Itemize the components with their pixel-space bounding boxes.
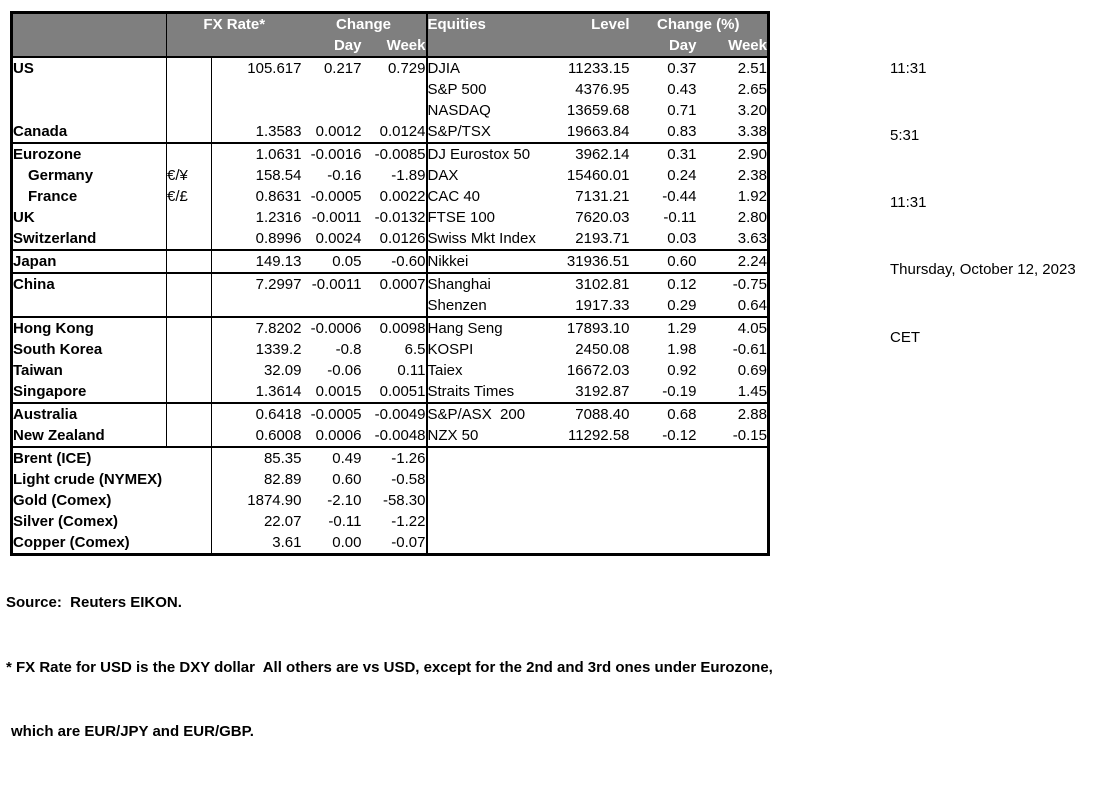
fx-rate-value: 0.6418 xyxy=(212,403,302,425)
fx-country-label: US xyxy=(12,57,167,79)
fx-country-label: Australia xyxy=(12,403,167,425)
fx-week-change: 0.0126 xyxy=(362,228,427,250)
equity-week-change: 3.20 xyxy=(737,102,767,119)
equity-week-change: 2.90 xyxy=(697,143,769,165)
equity-level: 13659.68 xyxy=(566,102,630,119)
fx-rate-value: 149.13 xyxy=(212,250,302,273)
fx-pair-label: €/¥ xyxy=(167,165,212,186)
equity-level: 4376.95 xyxy=(575,81,630,98)
equity-day-change: 0.37 xyxy=(667,60,697,77)
fx-pair-label xyxy=(167,339,212,360)
time-line-1: 11:31 xyxy=(890,59,927,77)
fx-country-label: China xyxy=(12,273,167,295)
fx-rate-value: 85.35 xyxy=(212,447,302,469)
fx-country-label: South Korea xyxy=(12,339,167,360)
fx-pair-label xyxy=(167,273,212,295)
equity-week-change: 3.38 xyxy=(737,123,767,140)
fx-week-change: 0.729 xyxy=(362,57,427,79)
fx-day-change: 0.49 xyxy=(302,447,362,469)
table-row xyxy=(12,381,769,403)
table-header xyxy=(12,13,769,58)
equity-day-change: 0.71 xyxy=(667,102,697,119)
header-corner-cell xyxy=(12,13,167,36)
fx-day-change xyxy=(302,100,362,121)
equity-level: 31936.51 xyxy=(547,250,630,273)
fx-pair-label: €/£ xyxy=(167,186,212,207)
equity-name: Shanghai xyxy=(427,273,547,295)
fx-pair-label xyxy=(167,250,212,273)
equity-level: 7620.03 xyxy=(575,209,630,226)
equity-level: 2450.08 xyxy=(575,341,630,358)
fx-country-label: Taiwan xyxy=(12,360,167,381)
fx-day-change xyxy=(302,295,362,317)
fx-pair-label xyxy=(167,143,212,165)
fx-week-change xyxy=(362,100,427,121)
header-corner-cell-2 xyxy=(12,35,167,57)
equity-name: Nikkei xyxy=(427,250,547,273)
fx-rate-value xyxy=(212,295,302,317)
fx-rate-value: 82.89 xyxy=(263,471,302,488)
equities-empty-area xyxy=(427,447,769,555)
commodity-label: Brent (ICE) xyxy=(12,447,212,469)
table-row xyxy=(12,295,769,317)
table-row xyxy=(12,143,769,165)
commodity-label: Silver (Comex) xyxy=(12,511,212,532)
equity-day-change: 0.60 xyxy=(630,250,697,273)
fx-country-label xyxy=(12,100,167,121)
fx-day-change: -0.11 xyxy=(328,513,362,530)
equity-level: 17893.10 xyxy=(547,317,630,339)
fx-week-change xyxy=(362,295,427,317)
fx-day-change: -0.8 xyxy=(335,341,362,358)
equity-week-change: 2.88 xyxy=(697,403,769,425)
header-level: Level xyxy=(547,13,630,36)
equity-name: DJ Eurostox 50 xyxy=(427,143,547,165)
equity-name: S&P 500 xyxy=(427,81,487,98)
fx-rate-value: 3.61 xyxy=(272,534,302,551)
fx-week-change: 0.0051 xyxy=(362,381,427,403)
header-equities: Equities xyxy=(427,13,547,36)
table-row xyxy=(12,165,769,186)
fx-rate-value: 1.0631 xyxy=(212,143,302,165)
fx-pair-label xyxy=(167,100,212,121)
header-blank-level xyxy=(547,35,630,57)
commodity-label: Gold (Comex) xyxy=(12,490,212,511)
equity-level: 3102.81 xyxy=(547,273,630,295)
fx-week-change: -0.07 xyxy=(362,532,427,555)
fx-country-label: France xyxy=(12,186,167,207)
equity-day-change: 0.92 xyxy=(667,362,697,379)
header-equity-week: Week xyxy=(697,35,769,57)
table-row xyxy=(12,186,769,207)
equity-day-change: -0.44 xyxy=(662,188,697,205)
fx-rate-value: 0.8631 xyxy=(255,188,302,205)
equity-name: NASDAQ xyxy=(427,102,491,119)
header-row-2 xyxy=(12,35,769,57)
equity-day-change: -0.19 xyxy=(662,383,697,400)
fx-rate-value: 1874.90 xyxy=(247,492,302,509)
fx-pair-label xyxy=(167,317,212,339)
fx-day-change: -0.0016 xyxy=(302,143,362,165)
equity-day-change: 0.03 xyxy=(667,230,697,247)
equity-name: DJIA xyxy=(427,60,461,77)
equity-week-change: -0.15 xyxy=(732,427,767,444)
table-row xyxy=(12,425,769,447)
fx-pair-label xyxy=(167,360,212,381)
fx-footnote-line-1: * FX Rate for USD is the DXY dollar All others are vs USD, except for the 2nd and 3rd ones under Eurozone, xyxy=(6,658,773,676)
fx-day-change: 0.217 xyxy=(323,60,362,77)
equity-week-change: 2.38 xyxy=(737,167,767,184)
fx-day-change xyxy=(302,79,362,100)
equity-level: 3962.14 xyxy=(547,143,630,165)
timezone-line: CET xyxy=(890,328,920,346)
fx-rate-value: 7.2997 xyxy=(212,273,302,295)
equity-week-change: -0.61 xyxy=(732,341,767,358)
equity-name: Hang Seng xyxy=(427,317,547,339)
equity-level: 15460.01 xyxy=(566,167,630,184)
date-line: Thursday, October 12, 2023 xyxy=(890,261,1076,279)
fx-week-change xyxy=(362,79,427,100)
fx-rate-value: 1.3614 xyxy=(255,383,302,400)
equity-name: S&P/TSX xyxy=(427,123,491,140)
table-row xyxy=(12,273,769,295)
equity-name: CAC 40 xyxy=(427,188,481,205)
header-fx-day: Day xyxy=(302,35,362,57)
fx-country-label: UK xyxy=(12,207,167,228)
equity-name: Straits Times xyxy=(427,383,515,400)
equity-week-change: -0.75 xyxy=(697,273,769,295)
fx-rate-value: 1339.2 xyxy=(255,341,302,358)
equity-level: 16672.03 xyxy=(566,362,630,379)
fx-pair-label xyxy=(167,79,212,100)
fx-week-change: 0.0124 xyxy=(362,121,427,143)
fx-rate-value: 1.2316 xyxy=(255,209,302,226)
equity-week-change: 0.64 xyxy=(737,297,767,314)
equity-week-change: 0.69 xyxy=(737,362,767,379)
table-row xyxy=(12,250,769,273)
fx-rate-value: 1.3583 xyxy=(255,123,302,140)
fx-day-change: 0.0006 xyxy=(315,427,362,444)
equity-name: Taiex xyxy=(427,362,463,379)
equity-day-change: 0.31 xyxy=(630,143,697,165)
fx-country-label: Switzerland xyxy=(12,228,167,250)
fx-week-change: -0.0049 xyxy=(362,403,427,425)
time-line-3: 11:31 xyxy=(890,194,927,212)
fx-rate-value: 158.54 xyxy=(255,167,302,184)
equity-name: Shenzen xyxy=(427,297,487,314)
header-fx-rate: FX Rate* xyxy=(167,13,302,36)
header-row-1 xyxy=(12,13,769,36)
fx-day-change: -0.0011 xyxy=(311,209,362,226)
fx-day-change: 0.05 xyxy=(302,250,362,273)
fx-rate-value: 32.09 xyxy=(263,362,302,379)
commodity-label: Copper (Comex) xyxy=(12,532,212,555)
fx-country-label xyxy=(12,295,167,317)
fx-day-change: 0.60 xyxy=(332,471,362,488)
header-equity-day: Day xyxy=(630,35,697,57)
fx-country-label xyxy=(12,79,167,100)
fx-week-change: 0.0022 xyxy=(362,186,427,207)
fx-rate-value: 7.8202 xyxy=(212,317,302,339)
fx-week-change: -0.0132 xyxy=(362,207,427,228)
equity-level: 11233.15 xyxy=(568,60,630,77)
equity-level: 7088.40 xyxy=(547,403,630,425)
fx-day-change: -2.10 xyxy=(327,492,362,509)
fx-week-change: -0.0085 xyxy=(362,143,427,165)
fx-country-label: Singapore xyxy=(12,381,167,403)
equity-level: 11292.58 xyxy=(568,427,630,444)
equity-level: 2193.71 xyxy=(575,230,630,247)
fx-week-change: 0.0007 xyxy=(362,273,427,295)
table-row xyxy=(12,360,769,381)
equity-week-change: 2.65 xyxy=(737,81,767,98)
fx-pair-label xyxy=(167,57,212,79)
fx-pair-label xyxy=(167,121,212,143)
fx-rate-value xyxy=(212,100,302,121)
fx-day-change: 0.0024 xyxy=(315,230,362,247)
fx-pair-label xyxy=(167,207,212,228)
equity-week-change: 3.63 xyxy=(737,230,767,247)
fx-day-change: 0.00 xyxy=(332,534,362,551)
fx-week-change: -58.30 xyxy=(362,490,427,511)
fx-country-label: Japan xyxy=(12,250,167,273)
fx-pair-label xyxy=(167,425,212,447)
fx-country-label: Eurozone xyxy=(12,143,167,165)
table-body xyxy=(12,57,769,555)
equity-day-change: 1.29 xyxy=(630,317,697,339)
equity-name: S&P/ASX 200 xyxy=(427,403,547,425)
fx-rate-value xyxy=(212,79,302,100)
fx-week-change: 0.11 xyxy=(362,360,427,381)
fx-day-change: -0.0005 xyxy=(302,403,362,425)
table-row xyxy=(12,57,769,79)
fx-week-change: -0.0048 xyxy=(362,425,427,447)
header-fx-week: Week xyxy=(362,35,427,57)
equity-name: Swiss Mkt Index xyxy=(427,230,536,247)
equity-day-change: 0.68 xyxy=(630,403,697,425)
fx-day-change: -0.0011 xyxy=(302,273,362,295)
header-blank-eq xyxy=(427,35,547,57)
equity-name: DAX xyxy=(427,167,459,184)
fx-pair-label xyxy=(167,228,212,250)
fx-rate-value: 0.6008 xyxy=(255,427,302,444)
fx-rate-value: 105.617 xyxy=(247,60,302,77)
equity-day-change: -0.11 xyxy=(663,209,697,226)
fx-day-change: -0.16 xyxy=(327,167,362,184)
equity-name: FTSE 100 xyxy=(427,209,496,226)
timestamp-block xyxy=(890,13,1076,394)
equity-week-change: 2.51 xyxy=(737,60,767,77)
fx-day-change: 0.0015 xyxy=(315,383,362,400)
equity-week-change: 1.92 xyxy=(737,188,767,205)
fx-week-change: 0.0098 xyxy=(362,317,427,339)
equity-day-change: 0.12 xyxy=(630,273,697,295)
equity-day-change: -0.12 xyxy=(662,427,697,444)
commodity-label: Light crude (NYMEX) xyxy=(12,469,212,490)
equity-day-change: 0.29 xyxy=(667,297,697,314)
fx-pair-label xyxy=(167,381,212,403)
equity-day-change: 0.83 xyxy=(667,123,697,140)
fx-week-change: -1.22 xyxy=(362,511,427,532)
header-equity-change-pct: Change (%) xyxy=(630,13,769,36)
header-blank-fx xyxy=(167,35,302,57)
table-row xyxy=(12,100,769,121)
fx-week-change: 6.5 xyxy=(362,339,427,360)
header-fx-change: Change xyxy=(302,13,427,36)
table-row xyxy=(12,403,769,425)
table-row xyxy=(12,121,769,143)
fx-week-change: -0.58 xyxy=(362,469,427,490)
equity-day-change: 1.98 xyxy=(667,341,697,358)
equity-week-change: 4.05 xyxy=(697,317,769,339)
fx-footnote-line-2: which are EUR/JPY and EUR/GBP. xyxy=(11,723,254,740)
equity-name: NZX 50 xyxy=(427,427,479,444)
fx-country-label: Canada xyxy=(12,121,167,143)
equity-name: KOSPI xyxy=(427,341,474,358)
table-row xyxy=(12,317,769,339)
footer-notes xyxy=(6,549,773,786)
table-row xyxy=(12,79,769,100)
time-line-2: 5:31 xyxy=(890,127,920,145)
fx-pair-label xyxy=(167,295,212,317)
fx-rate-value: 0.8996 xyxy=(255,230,302,247)
market-data-table xyxy=(10,11,770,556)
equity-day-change: 0.43 xyxy=(667,81,697,98)
equity-level: 19663.84 xyxy=(566,123,630,140)
fx-week-change: -1.26 xyxy=(362,447,427,469)
fx-week-change: -0.60 xyxy=(362,250,427,273)
fx-day-change: -0.06 xyxy=(327,362,362,379)
fx-country-label: Hong Kong xyxy=(12,317,167,339)
fx-country-label: Germany xyxy=(12,165,167,186)
fx-day-change: -0.0005 xyxy=(310,188,362,205)
equity-week-change: 2.24 xyxy=(697,250,769,273)
table-row xyxy=(12,228,769,250)
table-row xyxy=(12,447,769,469)
table-row xyxy=(12,339,769,360)
fx-week-change: -1.89 xyxy=(362,165,427,186)
equity-day-change: 0.24 xyxy=(667,167,697,184)
source-note: Source: Reuters EIKON. xyxy=(6,594,182,611)
market-data-table-wrap xyxy=(10,11,770,556)
fx-rate-value: 22.07 xyxy=(263,513,302,530)
equity-level: 1917.33 xyxy=(575,297,630,314)
fx-day-change: -0.0006 xyxy=(302,317,362,339)
fx-pair-label xyxy=(167,403,212,425)
equity-level: 3192.87 xyxy=(575,383,630,400)
equity-week-change: 2.80 xyxy=(737,209,767,226)
fx-day-change: 0.0012 xyxy=(315,123,362,140)
equity-level: 7131.21 xyxy=(575,188,630,205)
table-row xyxy=(12,207,769,228)
fx-country-label: New Zealand xyxy=(12,425,167,447)
equity-week-change: 1.45 xyxy=(737,383,767,400)
